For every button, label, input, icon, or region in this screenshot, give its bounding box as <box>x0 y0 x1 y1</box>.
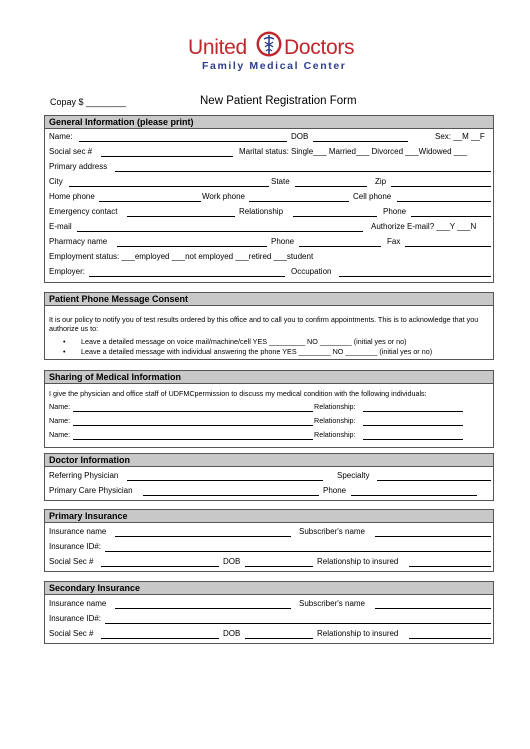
section-heading: Patient Phone Message Consent <box>45 293 493 306</box>
marital-status-field[interactable]: Marital status: Single___ Married___ Divorced ___Widowed ___ <box>239 147 468 156</box>
primary-care-label: Primary Care Physician <box>49 486 133 495</box>
insurance-name-label: Insurance name <box>49 527 107 536</box>
sex-field[interactable]: Sex: __M __F <box>435 132 485 141</box>
insurance-id-row <box>49 541 489 553</box>
authorize-email-field[interactable]: Authorize E-mail? ___Y ___N <box>371 222 477 231</box>
name-label: Name: <box>49 402 71 411</box>
referring-row <box>49 470 489 482</box>
occupation-field[interactable] <box>339 276 491 277</box>
name-row <box>49 131 489 143</box>
section-heading: Primary Insurance <box>45 510 493 523</box>
pharmacy-phone-field[interactable] <box>299 246 381 247</box>
sharing-text: I give the physician and office staff of UDFMCpermission to discuss my medical condition with the following individuals: <box>49 389 427 398</box>
sharing-section <box>44 370 494 448</box>
subscriber-label: Subscriber's name <box>299 599 365 608</box>
social-sec-label: Social Sec # <box>49 557 94 566</box>
insurance-name-field[interactable] <box>115 608 291 609</box>
voicemail-consent-field[interactable]: Leave a detailed message on voice mail/machine/cell YES _________ NO ________ (initial yes or no) <box>81 337 407 346</box>
sharing-relationship-field[interactable] <box>363 439 463 440</box>
social-row <box>49 146 489 158</box>
insurance-id-label: Insurance ID#: <box>49 614 102 623</box>
relationship-label: Relationship: <box>314 430 356 439</box>
fax-label: Fax <box>387 237 401 246</box>
copay-field[interactable]: Copay $ ________ <box>50 97 127 107</box>
pharmacy-row <box>49 236 489 248</box>
logo-subtitle: Family Medical Center <box>202 60 347 72</box>
section-heading: Sharing of Medical Information <box>45 371 493 384</box>
general-information-section <box>44 115 494 283</box>
city-label: City <box>49 177 63 186</box>
emergency-row <box>49 206 489 218</box>
emergency-label: Emergency contact <box>49 207 118 216</box>
address-field[interactable] <box>115 171 491 172</box>
employer-field[interactable] <box>89 276 285 277</box>
sharing-row <box>49 415 489 427</box>
relationship-label: Relationship: <box>314 416 356 425</box>
city-field[interactable] <box>69 186 269 187</box>
insurance-social-row <box>49 556 489 568</box>
consent-text: It is our policy to notify you of test results ordered by this office and to call you to confirm appointments. This is to acknowledge that you authorize us to: <box>49 315 479 333</box>
employment-status-field[interactable]: Employment status: ___employed ___not employed ___retired ___student <box>49 252 314 261</box>
logo-word-united: United <box>188 36 247 59</box>
phone-label: Phone <box>383 207 407 216</box>
emergency-field[interactable] <box>127 216 235 217</box>
relationship-insured-field[interactable] <box>409 566 491 567</box>
insurance-name-row <box>49 526 489 538</box>
pharmacy-phone-label: Phone <box>271 237 295 246</box>
subscriber-label: Subscriber's name <box>299 527 365 536</box>
bullet-icon: • <box>63 347 66 356</box>
social-sec-label: Social Sec # <box>49 629 94 638</box>
email-field[interactable] <box>77 231 363 232</box>
insurance-name-row <box>49 598 489 610</box>
occupation-label: Occupation <box>291 267 332 276</box>
dob-label: DOB <box>223 629 241 638</box>
state-label: State <box>271 177 290 186</box>
employer-row <box>49 266 489 278</box>
specialty-field[interactable] <box>377 480 491 481</box>
individual-consent-field[interactable]: Leave a detailed message with individual answering the phone YES ________ NO ________ (initial yes or no) <box>81 347 433 356</box>
clinic-logo <box>180 28 370 76</box>
name-field[interactable] <box>79 141 287 142</box>
cell-phone-label: Cell phone <box>353 192 392 201</box>
work-phone-label: Work phone <box>202 192 245 201</box>
pharmacy-field[interactable] <box>117 246 267 247</box>
relationship-field[interactable] <box>293 216 377 217</box>
cell-phone-field[interactable] <box>397 201 491 202</box>
name-label: Name: <box>49 416 71 425</box>
form-title: New Patient Registration Form <box>200 95 357 107</box>
phone-consent-section <box>44 292 494 360</box>
social-sec-field[interactable] <box>101 156 233 157</box>
address-row <box>49 161 489 173</box>
insurance-id-field[interactable] <box>105 551 491 552</box>
name-label: Name: <box>49 430 71 439</box>
referring-physician-label: Referring Physician <box>49 471 119 480</box>
logo-word-doctors: Doctors <box>284 36 355 59</box>
employment-row <box>49 251 489 263</box>
address-label: Primary address <box>49 162 108 171</box>
primary-care-field[interactable] <box>143 495 319 496</box>
relationship-insured-label: Relationship to insured <box>317 629 399 638</box>
sharing-name-field[interactable] <box>73 411 313 412</box>
relationship-label: Relationship: <box>314 402 356 411</box>
home-phone-label: Home phone <box>49 192 95 201</box>
dob-field[interactable] <box>245 638 313 639</box>
phone-row <box>49 191 489 203</box>
subscriber-field[interactable] <box>375 536 491 537</box>
subscriber-field[interactable] <box>375 608 491 609</box>
sharing-relationship-field[interactable] <box>363 425 463 426</box>
fax-field[interactable] <box>405 246 491 247</box>
primary-care-row <box>49 485 489 497</box>
sharing-row <box>49 429 489 441</box>
secondary-insurance-section <box>44 581 494 644</box>
city-row <box>49 176 489 188</box>
dob-field[interactable] <box>313 141 408 142</box>
bullet-icon: • <box>63 337 66 346</box>
section-heading: Secondary Insurance <box>45 582 493 595</box>
sharing-relationship-field[interactable] <box>363 411 463 412</box>
specialty-label: Specialty <box>337 471 370 480</box>
home-phone-field[interactable] <box>99 201 201 202</box>
email-row <box>49 221 489 233</box>
employer-label: Employer: <box>49 267 86 276</box>
insurance-id-row <box>49 613 489 625</box>
section-heading: General Information (please print) <box>45 116 493 129</box>
insurance-social-row <box>49 628 489 640</box>
doctor-phone-field[interactable] <box>351 495 477 496</box>
caduceus-icon <box>255 30 283 58</box>
relationship-insured-label: Relationship to insured <box>317 557 399 566</box>
social-sec-field[interactable] <box>101 638 219 639</box>
dob-field[interactable] <box>245 566 313 567</box>
zip-field[interactable] <box>391 186 491 187</box>
work-phone-field[interactable] <box>249 201 349 202</box>
name-label: Name: <box>49 132 73 141</box>
dob-label: DOB <box>291 132 309 141</box>
primary-insurance-section <box>44 509 494 572</box>
insurance-id-label: Insurance ID#: <box>49 542 102 551</box>
referring-physician-field[interactable] <box>127 480 323 481</box>
emergency-phone-field[interactable] <box>411 216 491 217</box>
social-sec-field[interactable] <box>101 566 219 567</box>
insurance-name-label: Insurance name <box>49 599 107 608</box>
email-label: E-mail <box>49 222 72 231</box>
social-sec-label: Social sec # <box>49 147 93 156</box>
zip-label: Zip <box>375 177 387 186</box>
insurance-id-field[interactable] <box>105 623 491 624</box>
dob-label: DOB <box>223 557 241 566</box>
sharing-name-field[interactable] <box>73 439 313 440</box>
section-heading: Doctor Information <box>45 454 493 467</box>
doctor-information-section <box>44 453 494 501</box>
pharmacy-label: Pharmacy name <box>49 237 108 246</box>
insurance-name-field[interactable] <box>115 536 291 537</box>
relationship-label: Relationship <box>239 207 284 216</box>
sharing-name-field[interactable] <box>73 425 313 426</box>
state-field[interactable] <box>295 186 367 187</box>
phone-label: Phone <box>323 486 347 495</box>
relationship-insured-field[interactable] <box>409 638 491 639</box>
sharing-row <box>49 401 489 413</box>
